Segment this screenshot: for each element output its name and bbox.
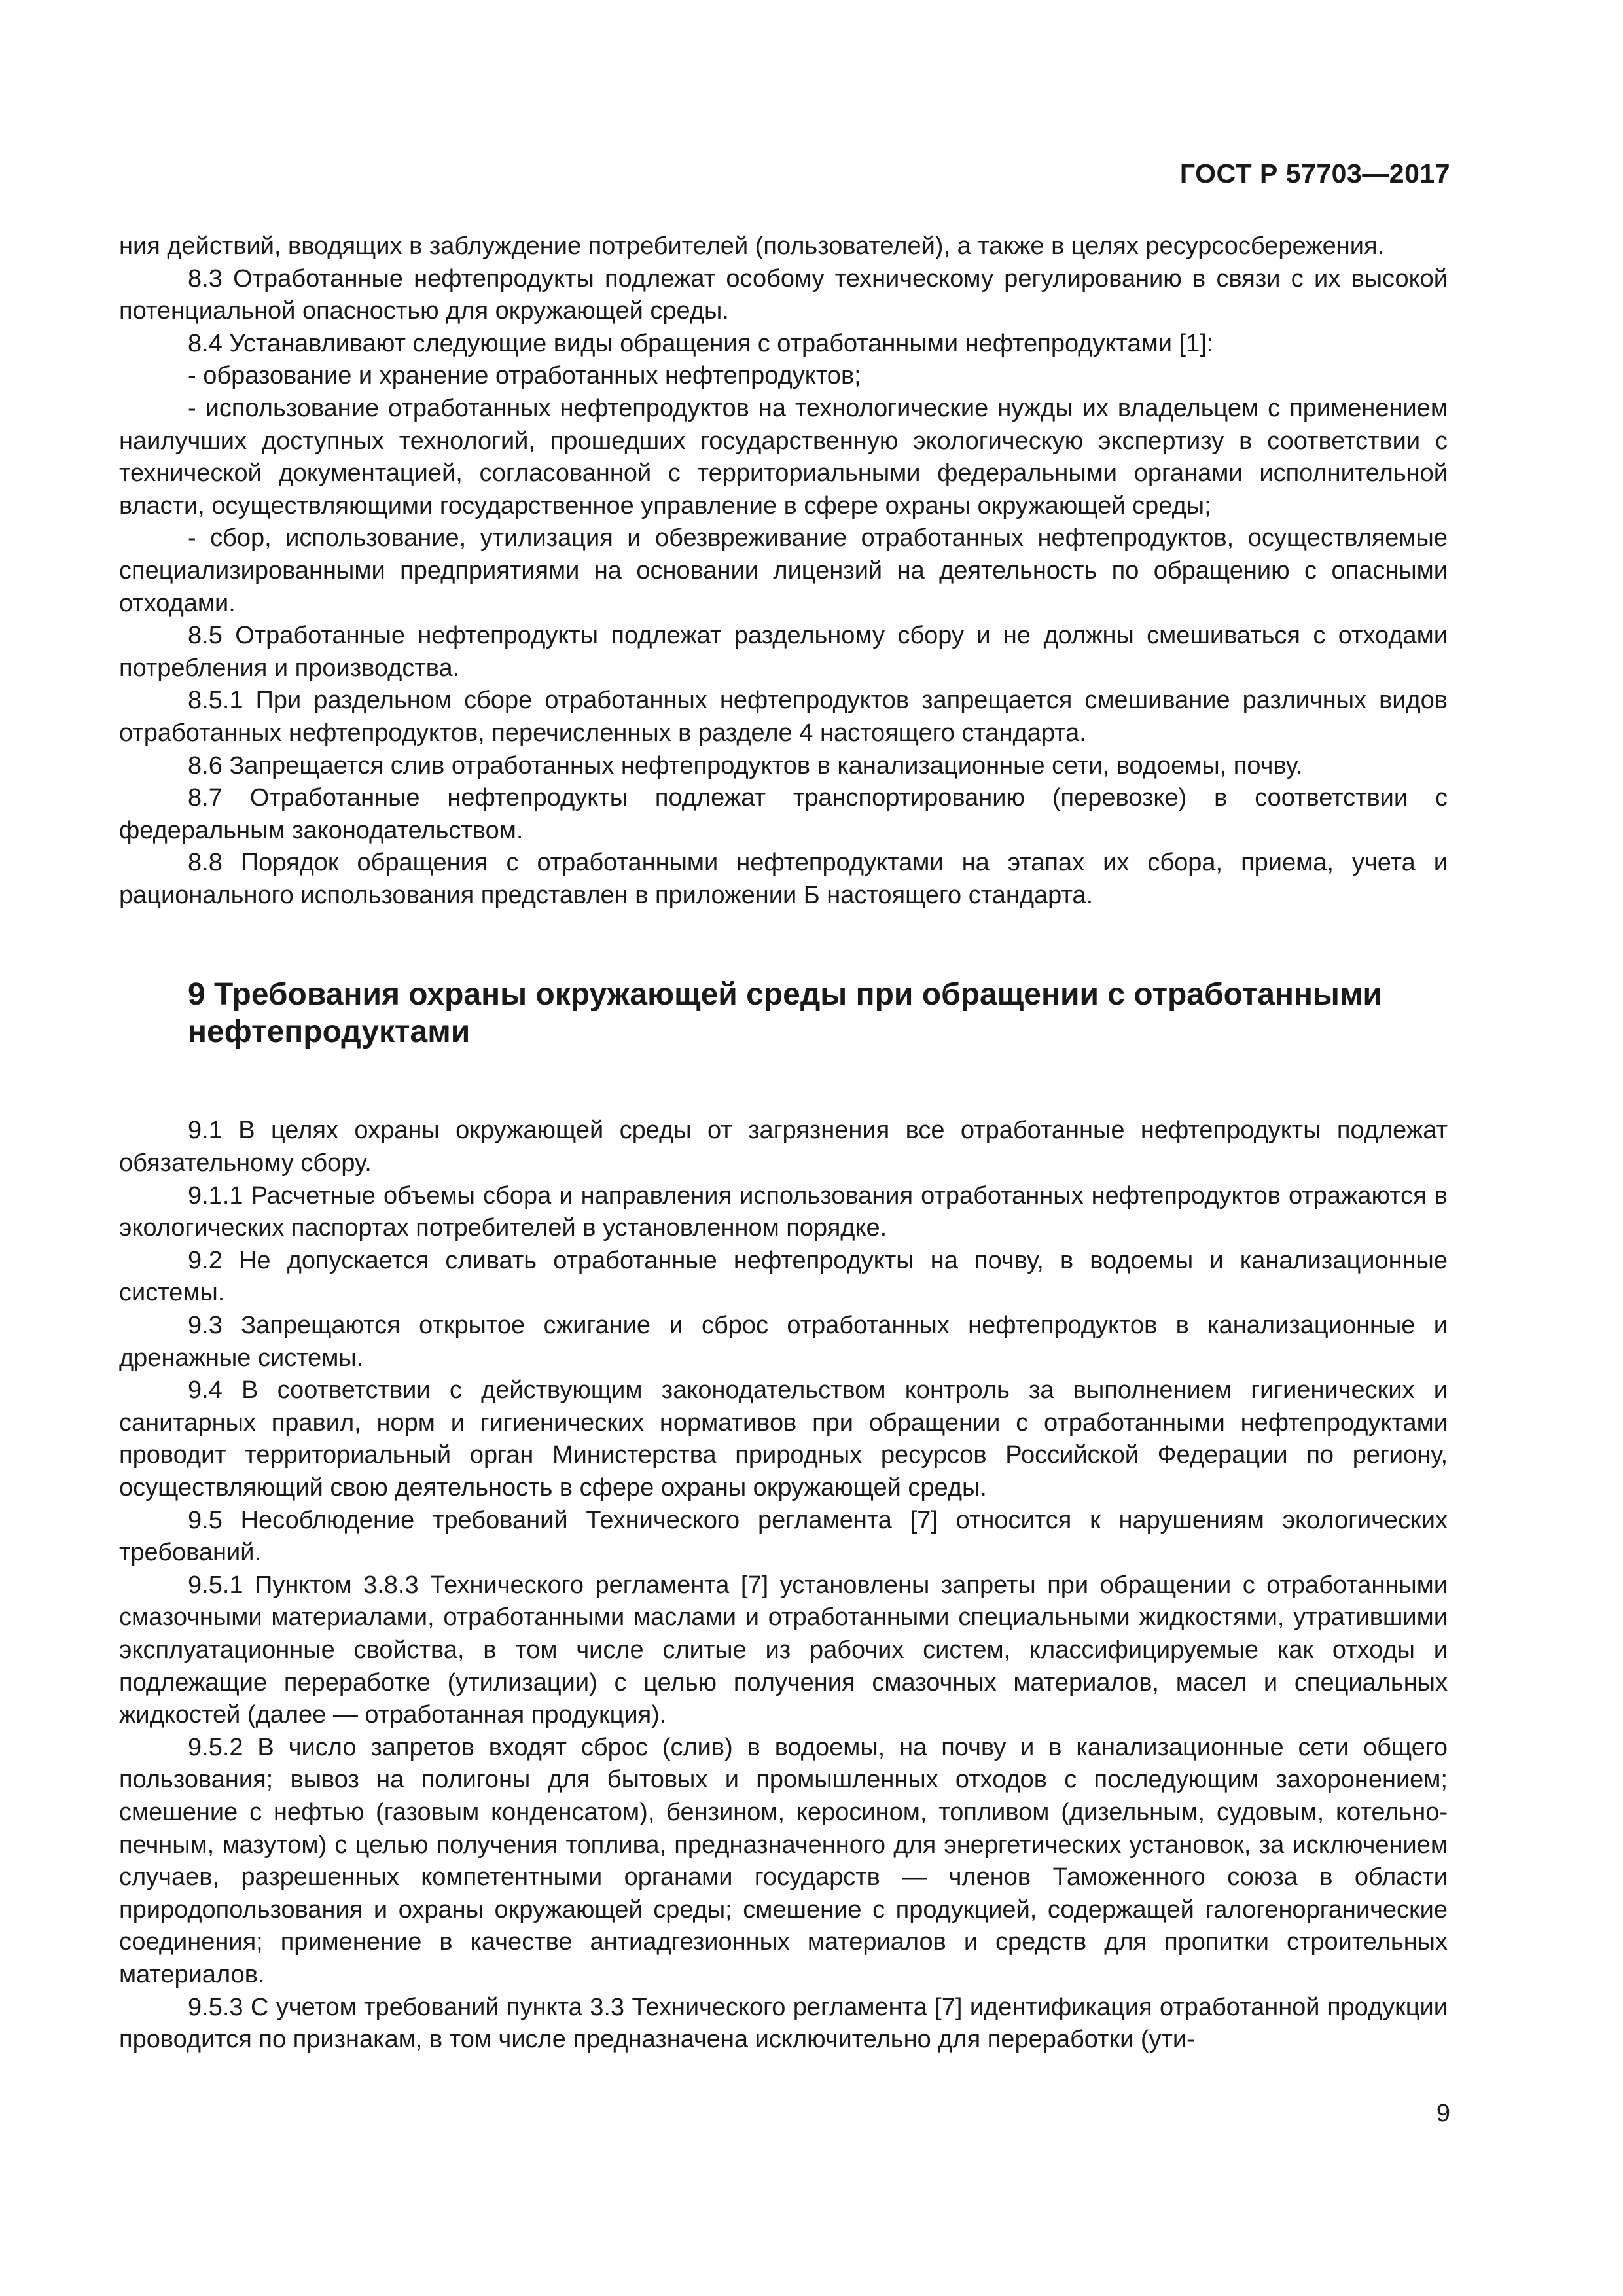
paragraph-8-5-1: 8.5.1 При раздельном сборе отработанных нефтепродуктов запрещается смешивание различных видов отработанных нефтепродуктов, перечисленных в разделе 4 настоящего стандарта. bbox=[119, 687, 1448, 747]
paragraph-9-4: 9.4 В соответствии с действующим законодательством контроль за выполнением гигиенических и санитарных правил, норм и гигиенических нормативов при обращении с отработанными нефтепродуктами проводит территориальный орган Министерства природных ресурсов Российской Федерации по региону, осуществляющий свою деятельность в сфере охраны окружающей среды. bbox=[119, 1376, 1448, 1501]
list-item-technological-use: - использование отработанных нефтепродуктов на технологические нужды их владельцем с применением наилучших доступных технологий, прошедших государственную экологическую экспертизу в соответствии с технической документацией, согласованной с территориальными федеральными органами исполнительной власти, осуществляющими государственное управление в сфере охраны окружающей среды; bbox=[119, 394, 1448, 520]
paragraph-9-5-2: 9.5.2 В число запретов входят сброс (слив) в водоемы, на почву и в канализационные сети общего пользования; вывоз на полигоны для бытовых и промышленных отходов с последующим захоронением; смешение с нефтью (газовым конденсатом), бензином, керосином, топливом (дизельным, судовым, котельно-печным, мазутом) с целью получения топлива, предназначенного для энергетических установок, за исключением случаев, разрешенных компетентными органами государств — членов Таможенного союза в области природопользования и охраны окружающей среды; смешение с продукцией, содержащей галогенорганические соединения; применение в качестве антиадгезионных материалов и средств для пропитки строительных материалов. bbox=[119, 1733, 1448, 1988]
paragraph-continuation: ния действий, вводящих в заблуждение потребителей (пользователей), а также в целях ресурсосбережения. bbox=[119, 232, 1385, 260]
paragraph-9-1-1: 9.1.1 Расчетные объемы сбора и направления использования отработанных нефтепродуктов отражаются в экологических паспортах потребителей в установленном порядке. bbox=[119, 1181, 1448, 1242]
paragraph-8-8: 8.8 Порядок обращения с отработанными нефтепродуктами на этапах их сбора, приема, учета и рационального использования представлен в приложении Б настоящего стандарта. bbox=[119, 849, 1448, 909]
document-id-header: ГОСТ Р 57703—2017 bbox=[1179, 158, 1450, 188]
paragraph-9-5-3: 9.5.3 С учетом требований пункта 3.3 Технического регламента [7] идентификация отработанной продукции проводится по признакам, в том числе предназначена исключительно для переработки (ути- bbox=[119, 1993, 1448, 2054]
section-9-heading: 9 Требования охраны окружающей среды при обращении с отработанными нефтепродуктами bbox=[188, 977, 1382, 1050]
list-item-collection-disposal: - сбор, использование, утилизация и обезвреживание отработанных нефтепродуктов, осуществляемые специализированными предприятиями на основании лицензий на деятельность по обращению с опасными отходами. bbox=[119, 524, 1448, 617]
page-number: 9 bbox=[1436, 2100, 1450, 2127]
paragraph-8-4: 8.4 Устанавливают следующие виды обращения с отработанными нефтепродуктами [1]: bbox=[188, 329, 1214, 357]
paragraph-9-3: 9.3 Запрещаются открытое сжигание и сброс отработанных нефтепродуктов в канализационные и дренажные системы. bbox=[119, 1312, 1448, 1372]
paragraph-8-3: 8.3 Отработанные нефтепродукты подлежат особому техническому регулированию в связи с их высокой потенциальной опасностью для окружающей среды. bbox=[119, 264, 1448, 325]
paragraph-9-1: 9.1 В целях охраны окружающей среды от загрязнения все отработанные нефтепродукты подлежат обязательному сбору. bbox=[119, 1117, 1448, 1177]
paragraph-8-6: 8.6 Запрещается слив отработанных нефтепродуктов в канализационные сети, водоемы, почву. bbox=[188, 751, 1303, 780]
paragraph-9-5: 9.5 Несоблюдение требований Технического регламента [7] относится к нарушениям экологических требований. bbox=[119, 1506, 1448, 1567]
paragraph-8-7: 8.7 Отработанные нефтепродукты подлежат транспортированию (перевозке) в соответствии с федеральным законодательством. bbox=[119, 784, 1448, 844]
list-item-formation-storage: - образование и хранение отработанных нефтепродуктов; bbox=[188, 362, 861, 390]
paragraph-9-2: 9.2 Не допускается сливать отработанные нефтепродукты на почву, в водоемы и канализационные системы. bbox=[119, 1246, 1448, 1307]
paragraph-8-5: 8.5 Отработанные нефтепродукты подлежат раздельному сбору и не должны смешиваться с отходами потребления и производства. bbox=[119, 622, 1448, 682]
paragraph-9-5-1: 9.5.1 Пунктом 3.8.3 Технического регламента [7] установлены запреты при обращении с отработанными смазочными материалами, отработанными маслами и отработанными специальными жидкостями, утратившими эксплуатационные свойства, в том числе слитые из рабочих систем, классифицируемые как отходы и подлежащие переработке (утилизации) с целью получения смазочных материалов, масел и специальных жидкостей (далее — отработанная продукция). bbox=[119, 1571, 1448, 1729]
page-body bbox=[119, 230, 1448, 2056]
